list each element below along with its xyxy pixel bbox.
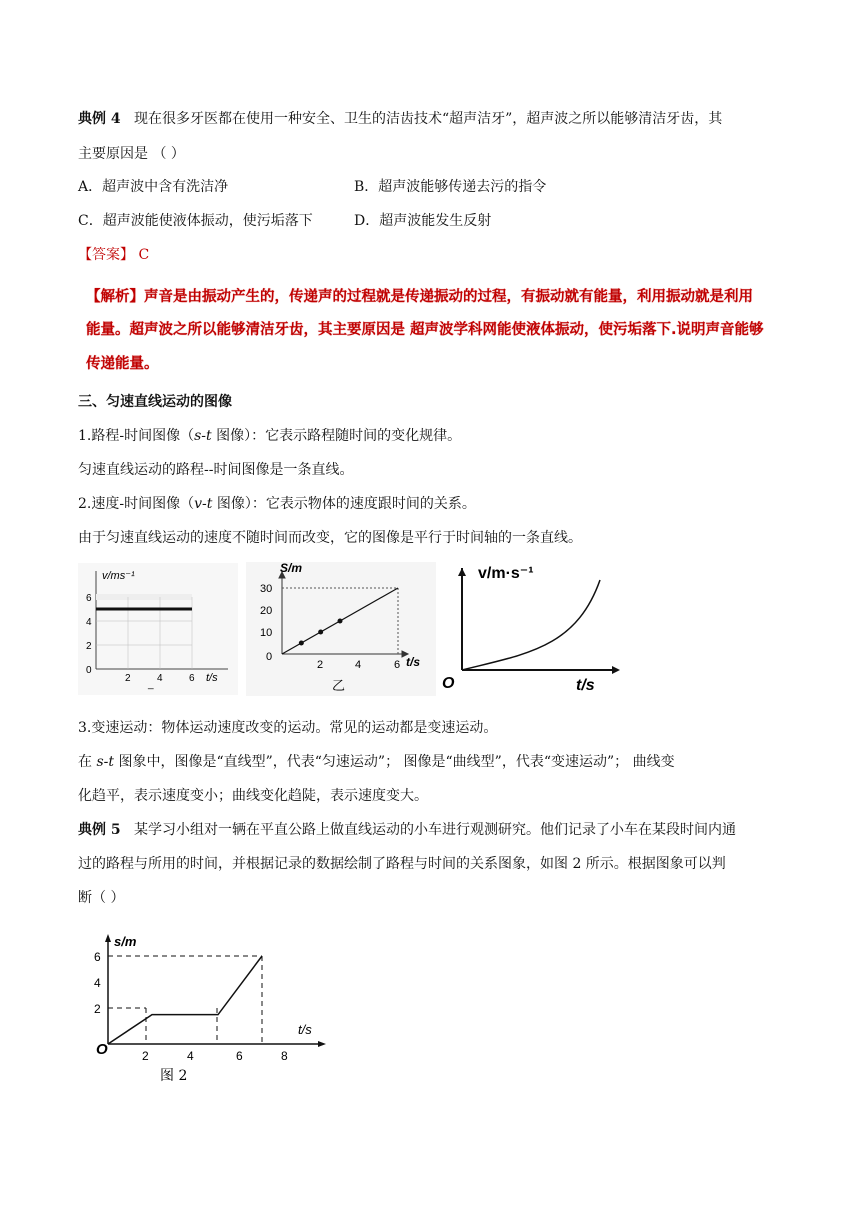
section3-p7: 化趋平，表示速度变小；曲线变化趋陡，表示速度变大。 [78, 788, 428, 804]
example5-line1: 典例 5 某学习小组对一辆在平直公路上做直线运动的小车进行观测研究。他们记录了小车在某段时间内通 [78, 822, 736, 838]
section3-p1: 1.路程-时间图像（s-t 图像）：它表示路程随时间的变化规律。 [78, 428, 462, 444]
section3-p5: 3.变速运动：物体运动速度改变的运动。常见的运动都是变速运动。 [78, 720, 498, 736]
option-a: A．超声波中含有洗洁净 [78, 179, 229, 195]
graph3-ylabel: v/m·s⁻¹ [478, 565, 534, 582]
graph2-point [338, 619, 343, 624]
graph1-ytick-6: 6 [86, 593, 92, 604]
graph4-xlabel: t/s [298, 1022, 312, 1037]
analysis-line2: 能量。超声波之所以能够清洁牙齿，其主要原因是 超声波学科网能使液体振动，使污垢落下.说明声音能够 [86, 322, 764, 338]
graph4-xtick-8: 8 [281, 1049, 288, 1063]
graph3-origin: O [442, 675, 455, 692]
analysis-line1: 【解析】声音是由振动产生的，传递声的过程就是传递振动的过程，有振动就有能量，利用振动就是利用 [86, 289, 753, 305]
graph4-origin: O [96, 1041, 108, 1058]
example4-question-text: 现在很多牙医都在使用一种安全、卫生的洁齿技术“超声洁牙”，超声波之所以能够清洁牙齿，其 [133, 111, 723, 127]
graph2-ylabel: S/m [280, 562, 303, 575]
graph3-curve [462, 580, 600, 670]
graph1-xlabel: t/s [206, 672, 218, 684]
example5-label: 典例 5 [78, 822, 121, 838]
graph1-ytick-0: 0 [86, 665, 92, 676]
graph2-xtick-6: 6 [394, 659, 401, 671]
example5-line2: 过的路程与所用的时间，并根据记录的数据绘制了路程与时间的关系图象，如图 2 所示。根据图象可以判 [78, 856, 726, 872]
option-d: D．超声波能发生反射 [354, 213, 492, 229]
graph4-caption: 图 2 [160, 1068, 188, 1084]
graph1-xtick-2: 2 [125, 673, 131, 684]
graph4-xtick-2: 2 [142, 1049, 149, 1063]
graph4-ytick-4: 4 [94, 976, 101, 990]
example4-question-line1 [78, 109, 722, 129]
option-b: B．超声波能够传递去污的指令 [354, 179, 547, 195]
graph2-ytick-0: 0 [266, 651, 273, 663]
graph2-caption: 乙 [332, 678, 346, 693]
graph4-xtick-4: 4 [187, 1049, 194, 1063]
section3-p2: 匀速直线运动的路程--时间图像是一条直线。 [78, 462, 354, 478]
section3-p3: 2.速度-时间图像（v-t 图像）：它表示物体的速度跟时间的关系。 [78, 496, 476, 512]
graph2-xtick-4: 4 [355, 659, 362, 671]
graph4-series-line [108, 956, 262, 1044]
graph2-xtick-2: 2 [317, 659, 324, 671]
graph1-below-mark: _ [148, 679, 154, 690]
example4-question-line2: 主要原因是 （ ） [78, 146, 185, 162]
answer-label: 【答案】 [78, 247, 134, 263]
graph1-xtick-4: 4 [157, 673, 163, 684]
option-c: C．超声波能使液体振动，使污垢落下 [78, 213, 313, 229]
answer-line [78, 245, 149, 265]
graph1-ytick-4: 4 [86, 617, 92, 628]
graph2-ytick-30: 30 [260, 583, 273, 595]
example5-line3: 断（ ） [78, 890, 125, 906]
graph4-ytick-2: 2 [94, 1002, 101, 1016]
analysis-line3: 传递能量。 [86, 356, 159, 372]
graph3-xlabel: t/s [576, 677, 595, 694]
graph2-ytick-20: 20 [260, 605, 273, 617]
graph1-ylabel: v/ms⁻¹ [102, 570, 135, 582]
graph2-xlabel: t/s [406, 655, 421, 669]
graph4-ylabel: s/m [114, 934, 137, 949]
graph2-ytick-10: 10 [260, 627, 273, 639]
graph4-xtick-6: 6 [236, 1049, 243, 1063]
graph1-ytick-2: 2 [86, 641, 92, 652]
graph4-ytick-6: 6 [94, 950, 101, 964]
graph2-point [299, 641, 304, 646]
graph-velocity-time [78, 563, 238, 695]
graph1-xtick-6: 6 [189, 673, 195, 684]
graph2-point [318, 630, 323, 635]
graph-variable-velocity [436, 558, 626, 698]
answer-value: C [138, 247, 150, 263]
example4-label: 典例 4 [78, 111, 121, 127]
section3-p4: 由于匀速直线运动的速度不随时间而改变，它的图像是平行于时间轴的一条直线。 [78, 530, 582, 546]
section3-p6: 在 s-t 图象中，图像是“直线型”，代表“匀速运动”； 图像是“曲线型”，代表“变速运动”； 曲线变 [78, 754, 675, 770]
section3-heading: 三、匀速直线运动的图像 [78, 394, 232, 410]
graph-distance-time [246, 562, 436, 696]
graph-figure2 [86, 930, 336, 1086]
